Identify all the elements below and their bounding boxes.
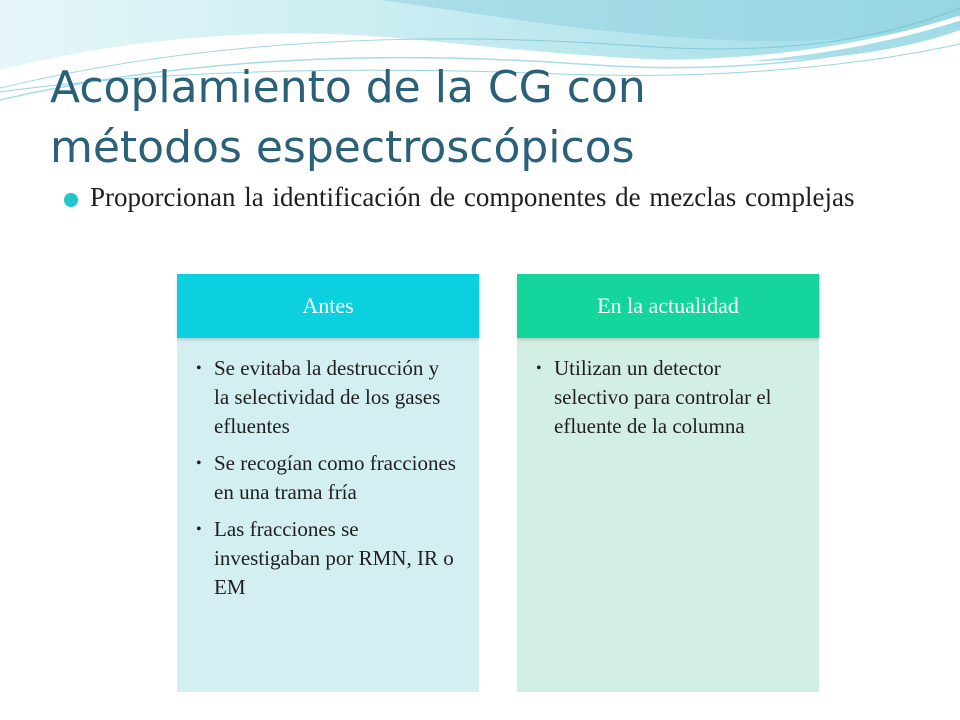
bullet-dot-icon bbox=[64, 193, 78, 207]
bullet-icon: • bbox=[536, 360, 542, 377]
bullet-icon: • bbox=[196, 521, 202, 538]
list-item bbox=[195, 354, 457, 441]
main-bullet bbox=[60, 180, 906, 215]
slide-title bbox=[50, 58, 910, 178]
list-item-text: Utilizan un detector selectivo para controlar el efluente de la columna bbox=[554, 356, 772, 438]
list-item bbox=[535, 354, 797, 441]
column-body-antes bbox=[177, 338, 479, 692]
list-item bbox=[195, 449, 457, 507]
list-item-text: Se recogían como fracciones en una trama fría bbox=[214, 451, 456, 504]
bullet-icon: • bbox=[196, 360, 202, 377]
column-body-en-la-actualidad bbox=[517, 338, 819, 692]
column-header-antes: Antes bbox=[177, 274, 479, 338]
slide-title-line-1: Acoplamiento de la CG con bbox=[50, 62, 646, 113]
list-item bbox=[195, 515, 457, 602]
column-antes bbox=[177, 274, 479, 692]
list-item-text: Las fracciones se investigaban por RMN, IR o EM bbox=[214, 517, 454, 599]
column-en-la-actualidad bbox=[517, 274, 819, 692]
main-bullet-text: Proporcionan la identificación de componentes de mezclas complejas bbox=[90, 182, 855, 212]
antes-list bbox=[195, 354, 457, 602]
slide-title-line-2: métodos espectroscópicos bbox=[50, 122, 635, 173]
list-item-text: Se evitaba la destrucción y la selectividad de los gases efluentes bbox=[214, 356, 441, 438]
bullet-icon: • bbox=[196, 455, 202, 472]
column-header-en-la-actualidad: En la actualidad bbox=[517, 274, 819, 338]
actualidad-list bbox=[535, 354, 797, 441]
